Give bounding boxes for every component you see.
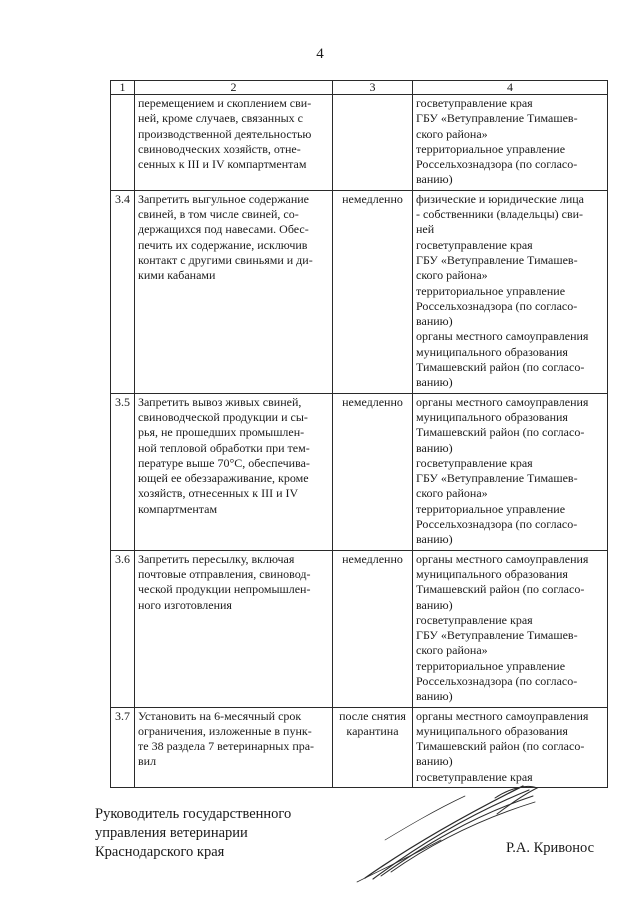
action-text-line: ющей ее обеззараживание, кроме <box>138 471 309 486</box>
responsible-text-line: госветуправление края <box>416 769 533 784</box>
responsible-text-line: территориальное управление <box>416 141 566 156</box>
signatory-title-line: Краснодарского края <box>95 844 225 860</box>
responsible-text-line: ского района» <box>416 643 488 658</box>
action-text-line: свиней, в том числе свиней, со- <box>138 207 299 222</box>
deadline-cell: немедленно <box>333 550 413 707</box>
action-text-line: сенных к III и IV компартментам <box>138 157 307 172</box>
action-text-line: Запретить вывоз живых свиней, <box>138 394 302 409</box>
action-text-line: вил <box>138 754 157 769</box>
action-text-line: компартментам <box>138 501 218 516</box>
responsible-text-line: ванию) <box>416 532 453 547</box>
action-cell <box>135 393 333 550</box>
table-row <box>111 393 608 550</box>
responsible-text-line: Тимашевский район (по согласо- <box>416 360 585 375</box>
action-text-line: Запретить выгульное содержание <box>138 191 309 206</box>
responsible-cell <box>413 95 608 191</box>
responsible-text-line: муниципального образования <box>416 344 568 359</box>
responsible-text-line: госветуправление края <box>416 237 533 252</box>
action-text-line: печить их содержание, исключив <box>138 237 308 252</box>
action-text-line: ней, кроме случаев, связанных с <box>138 111 304 126</box>
responsible-text-line: Россельхознадзора (по согласо- <box>416 298 578 313</box>
responsible-text-line: территориальное управление <box>416 501 566 516</box>
responsible-text-line: муниципального образования <box>416 723 568 738</box>
action-text-line: ной тепловой обработки при тем- <box>138 440 310 455</box>
deadline-cell: немедленно <box>333 393 413 550</box>
table-row <box>111 707 608 787</box>
header-cell-3: 3 <box>333 81 413 95</box>
responsible-text-line: физические и юридические лица <box>416 191 584 206</box>
action-text-line: ческой продукции непромышлен- <box>138 582 311 597</box>
action-text-line: производственной деятельностью <box>138 126 312 141</box>
responsible-text-line: госветуправление края <box>416 612 533 627</box>
responsible-text-line: Россельхознадзора (по согласо- <box>416 157 578 172</box>
table-header-row <box>111 81 608 95</box>
table-row <box>111 190 608 393</box>
responsible-text-line: ванию) <box>416 689 453 704</box>
header-cell-4: 4 <box>413 81 608 95</box>
responsible-cell <box>413 550 608 707</box>
action-text-line: кими кабанами <box>138 268 216 283</box>
action-text-line: держащихся под навесами. Обес- <box>138 222 309 237</box>
responsible-text-line: Тимашевский район (по согласо- <box>416 739 585 754</box>
item-number-cell <box>111 95 135 191</box>
responsible-text-line: ГБУ «Ветуправление Тимашев- <box>416 111 578 126</box>
responsible-text-line: ванию) <box>416 440 453 455</box>
responsible-text-line: органы местного самоуправления <box>416 329 589 344</box>
action-text-line: хозяйств, отнесенных к III и IV <box>138 486 299 501</box>
action-text-line: Установить на 6-месячный срок <box>138 708 302 723</box>
responsible-text-line: ГБУ «Ветуправление Тимашев- <box>416 628 578 643</box>
responsible-cell <box>413 393 608 550</box>
action-text-line: перемещением и скоплением сви- <box>138 96 312 110</box>
responsible-text-line: госветуправление края <box>416 96 533 110</box>
table-row <box>111 550 608 707</box>
handwritten-signature <box>345 780 545 885</box>
responsible-text-line: ванию) <box>416 754 453 769</box>
responsible-text-line: ванию) <box>416 375 453 390</box>
responsible-text-line: муниципального образования <box>416 409 568 424</box>
signatory-name: Р.А. Кривонос <box>506 840 595 856</box>
action-text-line: ограничения, изложенные в пунк- <box>138 723 312 738</box>
responsible-text-line: Россельхознадзора (по согласо- <box>416 517 578 532</box>
responsible-text-line: Россельхознадзора (по согласо- <box>416 673 578 688</box>
header-cell-1: 1 <box>111 81 135 95</box>
responsible-text-line: ванию) <box>416 172 453 187</box>
signatory-title-line: управления ветеринарии <box>95 825 248 841</box>
responsible-text-line: - собственники (владельцы) сви- <box>416 207 584 222</box>
action-cell <box>135 190 333 393</box>
signatory-title <box>95 805 291 862</box>
deadline-cell: немедленно <box>333 190 413 393</box>
deadline-cell <box>333 95 413 191</box>
signatory-title-line: Руководитель государственного <box>95 806 292 822</box>
responsible-cell <box>413 707 608 787</box>
action-cell <box>135 95 333 191</box>
responsible-text-line: ванию) <box>416 597 453 612</box>
responsible-text-line: органы местного самоуправления <box>416 708 589 723</box>
table-row <box>111 95 608 191</box>
responsible-text-line: органы местного самоуправления <box>416 394 589 409</box>
measures-table <box>110 80 608 788</box>
item-number-cell: 3.5 <box>111 393 135 550</box>
action-text-line: Запретить пересылку, включая <box>138 551 295 566</box>
action-text-line: пературе выше 70°С, обеспечива- <box>138 455 310 470</box>
action-cell <box>135 707 333 787</box>
responsible-text-line: госветуправление края <box>416 455 533 470</box>
action-text-line: те 38 раздела 7 ветеринарных пра- <box>138 739 315 754</box>
responsible-text-line: муниципального образования <box>416 566 568 581</box>
responsible-text-line: ГБУ «Ветуправление Тимашев- <box>416 252 578 267</box>
action-cell <box>135 550 333 707</box>
action-text-line: контакт с другими свиньями и ди- <box>138 252 313 267</box>
action-text-line: ного изготовления <box>138 597 232 612</box>
action-text-line: почтовые отправления, свиновод- <box>138 566 311 581</box>
responsible-cell <box>413 190 608 393</box>
action-text-line: свиноводческих хозяйств, отне- <box>138 141 301 156</box>
responsible-text-line: ского района» <box>416 268 488 283</box>
responsible-text-line: ГБУ «Ветуправление Тимашев- <box>416 471 578 486</box>
responsible-text-line: ванию) <box>416 314 453 329</box>
responsible-text-line: ней <box>416 222 435 237</box>
responsible-text-line: ского района» <box>416 486 488 501</box>
item-number-cell: 3.4 <box>111 190 135 393</box>
action-text-line: свиноводческой продукции и сы- <box>138 409 308 424</box>
responsible-text-line: Тимашевский район (по согласо- <box>416 425 585 440</box>
item-number-cell: 3.6 <box>111 550 135 707</box>
item-number-cell: 3.7 <box>111 707 135 787</box>
responsible-text-line: Тимашевский район (по согласо- <box>416 582 585 597</box>
header-cell-2: 2 <box>135 81 333 95</box>
responsible-text-line: территориальное управление <box>416 658 566 673</box>
responsible-text-line: территориальное управление <box>416 283 566 298</box>
responsible-text-line: органы местного самоуправления <box>416 551 589 566</box>
measures-table-body <box>111 81 608 788</box>
action-text-line: рья, не прошедших промышлен- <box>138 425 305 440</box>
page-number: 4 <box>316 46 324 62</box>
responsible-text-line: ского района» <box>416 126 488 141</box>
deadline-cell: после снятия карантина <box>333 707 413 787</box>
